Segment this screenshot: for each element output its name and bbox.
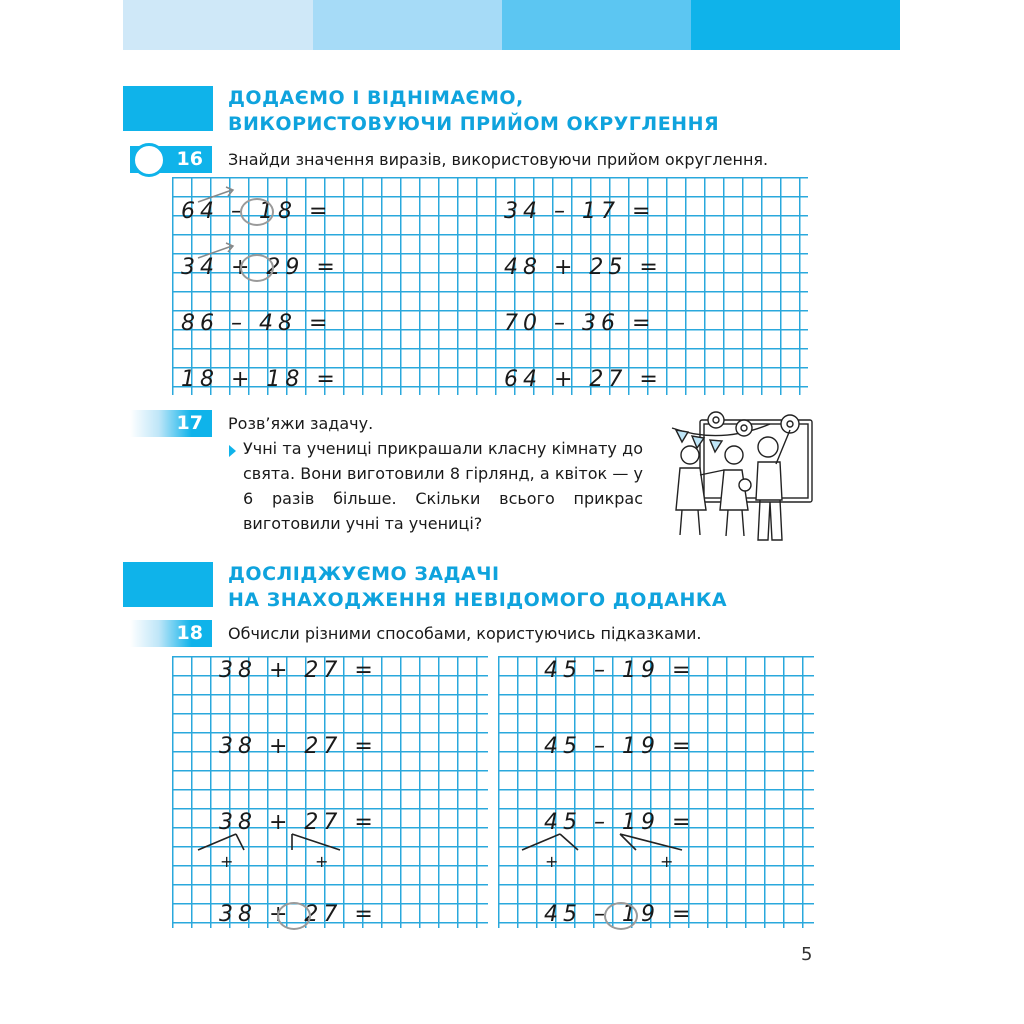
expression: 18 + 18 = bbox=[181, 367, 340, 392]
expression: 64 – 18 = bbox=[181, 199, 333, 224]
plus-sign: + bbox=[315, 852, 329, 871]
round-hint-oval bbox=[240, 254, 274, 282]
task-number-18: 18 bbox=[130, 620, 212, 647]
math-grid-18-right bbox=[498, 656, 814, 928]
task18-instruction: Обчисли різними способами, користуючись підказками. bbox=[228, 624, 702, 643]
section-marker bbox=[123, 562, 213, 607]
expression: 45 – 19 = bbox=[544, 902, 696, 927]
expression: 48 + 25 = bbox=[504, 255, 663, 280]
task-number-16: 16 bbox=[130, 146, 212, 173]
section-title bbox=[228, 561, 727, 613]
section-title-line1: ДОДАЄМО І ВІДНІМАЄМО, bbox=[228, 87, 524, 109]
header-strip-2 bbox=[313, 0, 502, 50]
plus-sign: + bbox=[220, 852, 234, 871]
math-grid-18-left bbox=[172, 656, 488, 928]
expression: 86 – 48 = bbox=[181, 311, 333, 336]
header-strip-4 bbox=[691, 0, 900, 50]
expression: 45 – 19 = bbox=[544, 734, 696, 759]
round-hint-oval bbox=[240, 198, 274, 226]
task17-instruction: Розв’яжи задачу. bbox=[228, 414, 374, 433]
expression: 38 + 27 = bbox=[219, 902, 378, 927]
expression: 38 + 27 = bbox=[219, 734, 378, 759]
task16-instruction: Знайди значення виразів, використовуючи прийом округлення. bbox=[228, 150, 769, 169]
expression: 34 – 17 = bbox=[504, 199, 656, 224]
header-strip-3 bbox=[502, 0, 691, 50]
section-title-line2: НА ЗНАХОДЖЕННЯ НЕВІДОМОГО ДОДАНКА bbox=[228, 589, 728, 611]
section-title-line1: ДОСЛІДЖУЄМО ЗАДАЧІ bbox=[228, 563, 500, 585]
plus-sign: + bbox=[545, 852, 559, 871]
circle-icon bbox=[132, 143, 166, 177]
expression: 45 – 19 = bbox=[544, 658, 696, 683]
expression: 34 + 29 = bbox=[181, 255, 340, 280]
expression: 70 – 36 = bbox=[504, 311, 656, 336]
round-hint-oval bbox=[277, 902, 311, 930]
task-number-17: 17 bbox=[130, 410, 212, 437]
section-title bbox=[228, 85, 719, 137]
round-hint-oval bbox=[604, 902, 638, 930]
section-title-line2: ВИКОРИСТОВУЮЧИ ПРИЙОМ ОКРУГЛЕННЯ bbox=[228, 113, 720, 135]
expression: 38 + 27 = bbox=[219, 658, 378, 683]
expression: 38 + 27 = bbox=[219, 810, 378, 835]
page-number: 5 bbox=[801, 944, 813, 965]
task17-problem: Учні та учениці прикрашали класну кімнату до свята. Вони виготовили 8 гірлянд, а квіток — у 6 разів більше. Скільки всього прикрас виготовили учні та учениці? bbox=[243, 439, 643, 533]
bullet-icon bbox=[229, 445, 236, 457]
expression: 64 + 27 = bbox=[504, 367, 663, 392]
plus-sign: + bbox=[660, 852, 674, 871]
header-strip-1 bbox=[123, 0, 313, 50]
expression: 45 – 19 = bbox=[544, 810, 696, 835]
section-marker bbox=[123, 86, 213, 131]
